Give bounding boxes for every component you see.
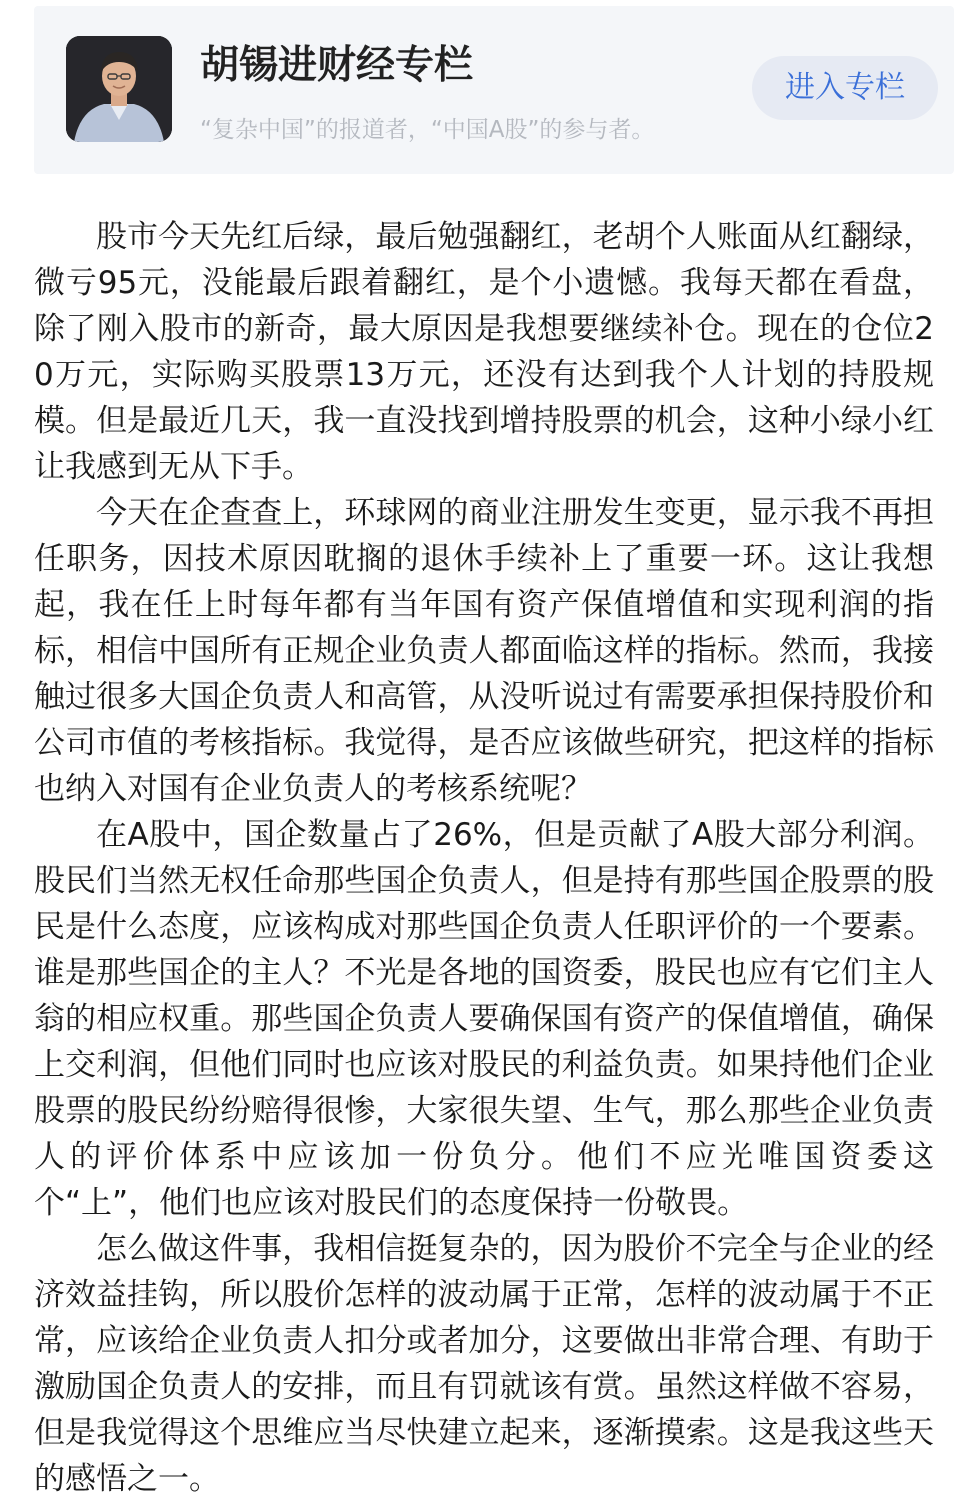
column-card[interactable] [34, 6, 954, 174]
column-title: 胡锡进财经专栏 [200, 43, 474, 88]
avatar-portrait-icon [66, 36, 172, 142]
column-subtitle: “复杂中国”的报道者，“中国A股”的参与者。 [200, 117, 655, 143]
article-paragraph-1: 股市今天先红后绿，最后勉强翻红，老胡个人账面从红翻绿，微亏95元，没能最后跟着翻红，是个小遗憾。我每天都在看盘，除了刚入股市的新奇，最大原因是我想要继续补仓。现在的仓位20万元，实际购买股票13万元，还没有达到我个人计划的持股规模。但是最近几天，我一直没找到增持股票的机会，这种小绿小红让我感到无从下手。 [34, 219, 934, 485]
article-paragraph-4: 怎么做这件事，我相信挺复杂的，因为股价不完全与企业的经济效益挂钩，所以股价怎样的波动属于正常，怎样的波动属于不正常，应该给企业负责人扣分或者加分，这要做出非常合理、有助于激励国企负责人的安排，而且有罚就该有赏。虽然这样做不容易，但是我觉得这个思维应当尽快建立起来，逐渐摸索。这是我这些天的感悟之一。 [34, 1231, 934, 1497]
article-paragraph-3: 在A股中，国企数量占了26%，但是贡献了A股大部分利润。股民们当然无权任命那些国企负责人，但是持有那些国企股票的股民是什么态度，应该构成对那些国企负责人任职评价的一个要素。谁是那些国企的主人？不光是各地的国资委，股民也应有它们主人翁的相应权重。那些国企负责人要确保国有资产的保值增值，确保上交利润，但他们同时也应该对股民的利益负责。如果持他们企业股票的股民纷纷赔得很惨，大家很失望、生气，那么那些企业负责人的评价体系中应该加一份负分。他们不应光唯国资委这个“上”，他们也应该对股民们的态度保持一份敬畏。 [34, 817, 934, 1221]
column-avatar[interactable] [66, 36, 172, 142]
enter-column-button[interactable]: 进入专栏 [752, 56, 938, 120]
article-body [34, 214, 934, 1502]
article-paragraph-2: 今天在企查查上，环球网的商业注册发生变更，显示我不再担任职务，因技术原因耽搁的退休手续补上了重要一环。这让我想起，我在任上时每年都有当年国有资产保值增值和实现利润的指标，相信中国所有正规企业负责人都面临这样的指标。然而，我接触过很多大国企负责人和高管，从没听说过有需要承担保持股价和公司市值的考核指标。我觉得，是否应该做些研究，把这样的指标也纳入对国有企业负责人的考核系统呢？ [34, 495, 934, 807]
